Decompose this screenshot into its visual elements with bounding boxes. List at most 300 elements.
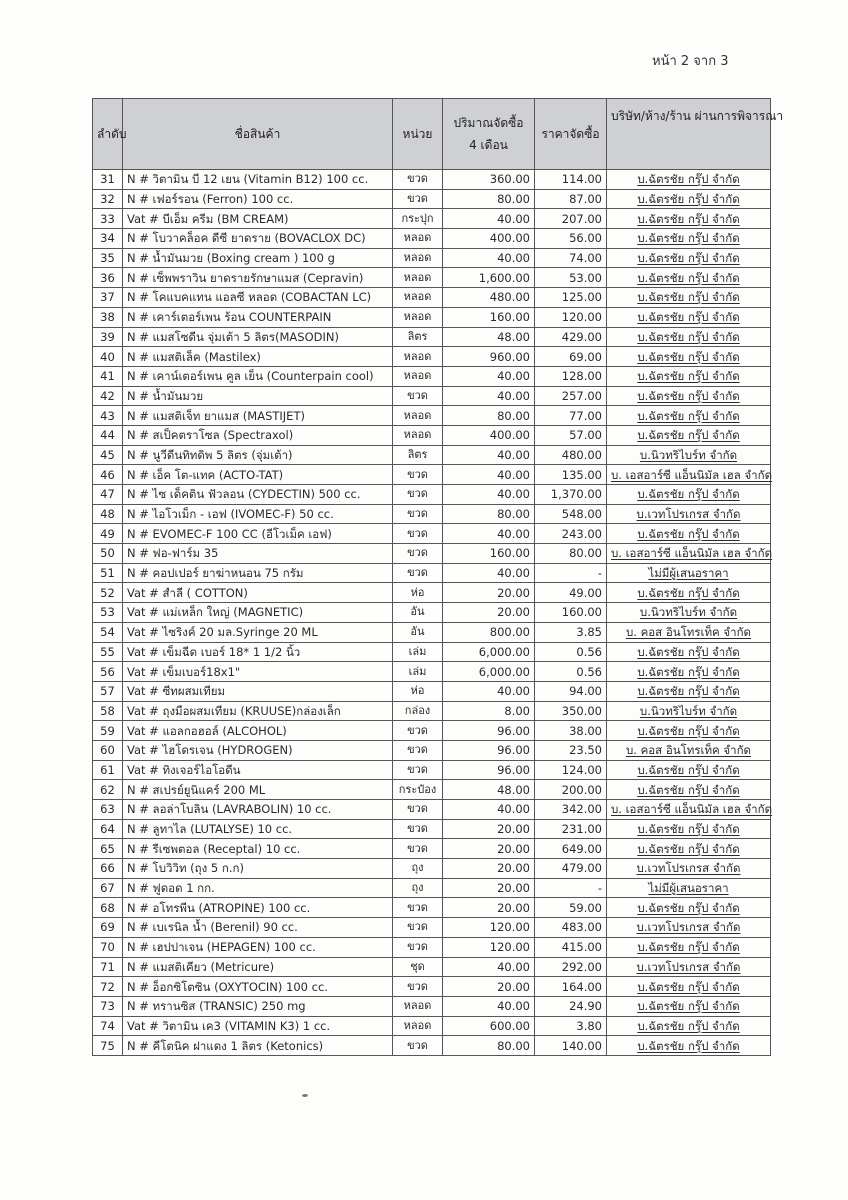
cell-price: 207.00 <box>535 209 607 229</box>
vendor-name: บ.ฉัตรชัย กรุ๊ป จำกัด <box>637 723 740 738</box>
cell-quantity: 48.00 <box>443 780 535 800</box>
vendor-name: บ.ฉัตรชัย กรุ๊ป จำกัด <box>637 762 740 777</box>
cell-price: 3.85 <box>535 622 607 642</box>
vendor-name: บ.ฉัตรชัย กรุ๊ป จำกัด <box>637 290 740 305</box>
cell-unit: ลิตร <box>393 327 443 347</box>
cell-quantity: 400.00 <box>443 425 535 445</box>
vendor-name: บ.นิวทริไบร์ท จำกัด <box>639 447 738 462</box>
vendor-name: ไม่มีผู้เสนอราคา <box>648 566 729 581</box>
cell-product-name: N # อโทรพีน (ATROPINE) 100 cc. <box>123 898 393 918</box>
cell-unit: ขวด <box>393 937 443 957</box>
cell-quantity: 6,000.00 <box>443 662 535 682</box>
cell-unit: หลอด <box>393 406 443 426</box>
cell-unit: ชุด <box>393 957 443 977</box>
cell-price: 87.00 <box>535 189 607 209</box>
cell-price: 140.00 <box>535 1036 607 1056</box>
vendor-name: บ.ฉัตรชัย กรุ๊ป จำกัด <box>637 585 740 600</box>
cell-price: 0.56 <box>535 642 607 662</box>
vendor-name: บ.เวทโปรเกรส จำกัด <box>636 920 741 935</box>
cell-quantity: 40.00 <box>443 209 535 229</box>
vendor-name: บ.ฉัตรชัย กรุ๊ป จำกัด <box>637 231 740 246</box>
cell-price: 128.00 <box>535 366 607 386</box>
cell-unit: อัน <box>393 603 443 623</box>
vendor-name: บ.ฉัตรชัย กรุ๊ป จำกัด <box>637 526 740 541</box>
table-row <box>93 445 771 465</box>
table-row <box>93 563 771 583</box>
vendor-name: บ.ฉัตรชัย กรุ๊ป จำกัด <box>637 900 740 915</box>
cell-quantity: 80.00 <box>443 504 535 524</box>
cell-unit: ขวด <box>393 839 443 859</box>
cell-row-number: 49 <box>93 524 123 544</box>
cell-product-name: N # น้ำมันมวย <box>123 386 393 406</box>
cell-price: 49.00 <box>535 583 607 603</box>
table-row <box>93 170 771 190</box>
cell-row-number: 52 <box>93 583 123 603</box>
cell-vendor <box>607 957 771 977</box>
cell-row-number: 38 <box>93 307 123 327</box>
table-row <box>93 918 771 938</box>
cell-vendor <box>607 780 771 800</box>
cell-vendor <box>607 583 771 603</box>
cell-row-number: 68 <box>93 898 123 918</box>
cell-product-name: N # คีโตนิค ฝาแดง 1 ลิตร (Ketonics) <box>123 1036 393 1056</box>
cell-unit: อัน <box>393 622 443 642</box>
cell-unit: ขวด <box>393 485 443 505</box>
cell-quantity: 96.00 <box>443 760 535 780</box>
cell-product-name: N # โบวิวิท (ถุง 5 ก.ก) <box>123 859 393 879</box>
vendor-name: บ.ฉัตรชัย กรุ๊ป จำกัด <box>637 369 740 384</box>
vendor-name: บ.ฉัตรชัย กรุ๊ป จำกัด <box>637 684 740 699</box>
cell-unit: ขวด <box>393 524 443 544</box>
cell-vendor <box>607 721 771 741</box>
cell-product-name: N # ลูทาไล (LUTALYSE) 10 cc. <box>123 819 393 839</box>
cell-vendor <box>607 268 771 288</box>
cell-price: 480.00 <box>535 445 607 465</box>
vendor-name: บ.ฉัตรชัย กรุ๊ป จำกัด <box>637 349 740 364</box>
cell-unit: ขวด <box>393 504 443 524</box>
cell-unit: หลอด <box>393 288 443 308</box>
table-row <box>93 937 771 957</box>
cell-vendor <box>607 209 771 229</box>
table-row <box>93 839 771 859</box>
cell-quantity: 160.00 <box>443 544 535 564</box>
cell-product-name: N # EVOMEC-F 100 CC (อีโวเม็ค เอฟ) <box>123 524 393 544</box>
cell-row-number: 50 <box>93 544 123 564</box>
header-unit: หน่วย <box>393 99 443 170</box>
cell-vendor <box>607 839 771 859</box>
table-row <box>93 859 771 879</box>
table-row <box>93 504 771 524</box>
cell-product-name: Vat # ไฮโดรเจน (HYDROGEN) <box>123 740 393 760</box>
cell-price: 38.00 <box>535 721 607 741</box>
cell-row-number: 39 <box>93 327 123 347</box>
cell-product-name: N # โบวาคล็อค ดีซี ยาดราย (BOVACLOX DC) <box>123 229 393 249</box>
cell-vendor <box>607 760 771 780</box>
cell-product-name: N # ไซ เด็คติน ฟัวลอน (CYDECTIN) 500 cc. <box>123 485 393 505</box>
cell-quantity: 20.00 <box>443 819 535 839</box>
table-row <box>93 642 771 662</box>
cell-vendor <box>607 425 771 445</box>
cell-price: 257.00 <box>535 386 607 406</box>
cell-quantity: 20.00 <box>443 977 535 997</box>
cell-row-number: 44 <box>93 425 123 445</box>
cell-row-number: 69 <box>93 918 123 938</box>
cell-unit: ขวด <box>393 918 443 938</box>
cell-vendor <box>607 681 771 701</box>
cell-unit: ถุง <box>393 878 443 898</box>
vendor-name: บ. เอสอาร์ซี แอ็นนิมัล เฮล จำกัด <box>611 802 773 817</box>
cell-product-name: N # ไอโวเม็ก - เอฟ (IVOMEC-F) 50 cc. <box>123 504 393 524</box>
scan-speck <box>302 1094 308 1097</box>
cell-unit: ลิตร <box>393 445 443 465</box>
table-row <box>93 721 771 741</box>
cell-product-name: N # สเป็คตราโซล (Spectraxol) <box>123 425 393 445</box>
cell-unit: หลอด <box>393 425 443 445</box>
vendor-name: บ.ฉัตรชัย กรุ๊ป จำกัด <box>637 841 740 856</box>
vendor-name: บ.เวทโปรเกรส จำกัด <box>636 861 741 876</box>
cell-price: 483.00 <box>535 918 607 938</box>
cell-unit: ขวด <box>393 563 443 583</box>
cell-quantity: 800.00 <box>443 622 535 642</box>
vendor-name: บ.ฉัตรชัย กรุ๊ป จำกัด <box>637 782 740 797</box>
cell-product-name: N # ฟูดอด 1 กก. <box>123 878 393 898</box>
cell-row-number: 35 <box>93 248 123 268</box>
cell-row-number: 40 <box>93 347 123 367</box>
vendor-name: บ.ฉัตรชัย กรุ๊ป จำกัด <box>637 310 740 325</box>
cell-row-number: 41 <box>93 366 123 386</box>
cell-product-name: N # แมสโซดีน จุ่มเต้า 5 ลิตร(MASODIN) <box>123 327 393 347</box>
cell-price: 342.00 <box>535 800 607 820</box>
cell-quantity: 120.00 <box>443 918 535 938</box>
table-row <box>93 1036 771 1056</box>
table-row <box>93 603 771 623</box>
cell-vendor <box>607 819 771 839</box>
cell-price: 124.00 <box>535 760 607 780</box>
cell-price: 57.00 <box>535 425 607 445</box>
table-row <box>93 327 771 347</box>
cell-row-number: 66 <box>93 859 123 879</box>
table-row <box>93 485 771 505</box>
cell-price: 94.00 <box>535 681 607 701</box>
table-row <box>93 681 771 701</box>
table-row <box>93 996 771 1016</box>
cell-unit: ขวด <box>393 189 443 209</box>
cell-row-number: 63 <box>93 800 123 820</box>
cell-price: 0.56 <box>535 662 607 682</box>
cell-product-name: N # เคาน์เตอร์เพน คูล เย็น (Counterpain cool) <box>123 366 393 386</box>
cell-unit: ขวด <box>393 721 443 741</box>
cell-vendor <box>607 465 771 485</box>
cell-vendor <box>607 996 771 1016</box>
vendor-name: บ.ฉัตรชัย กรุ๊ป จำกัด <box>637 388 740 403</box>
cell-row-number: 56 <box>93 662 123 682</box>
cell-quantity: 8.00 <box>443 701 535 721</box>
cell-price: 548.00 <box>535 504 607 524</box>
cell-unit: ขวด <box>393 544 443 564</box>
table-row <box>93 465 771 485</box>
cell-vendor <box>607 366 771 386</box>
cell-row-number: 75 <box>93 1036 123 1056</box>
cell-vendor <box>607 229 771 249</box>
cell-product-name: N # นูวีดีนทิทดิพ 5 ลิตร (จุ่มเต้า) <box>123 445 393 465</box>
cell-quantity: 960.00 <box>443 347 535 367</box>
cell-vendor <box>607 189 771 209</box>
cell-price: 135.00 <box>535 465 607 485</box>
cell-quantity: 96.00 <box>443 740 535 760</box>
cell-quantity: 20.00 <box>443 859 535 879</box>
cell-row-number: 51 <box>93 563 123 583</box>
cell-price: 69.00 <box>535 347 607 367</box>
cell-vendor <box>607 288 771 308</box>
cell-unit: กระปุก <box>393 209 443 229</box>
vendor-name: บ.ฉัตรชัย กรุ๊ป จำกัด <box>637 822 740 837</box>
header-qty-line2: 4 เดือน <box>469 138 508 152</box>
cell-quantity: 6,000.00 <box>443 642 535 662</box>
header-price: ราคาจัดซื้อ <box>535 99 607 170</box>
cell-quantity: 120.00 <box>443 937 535 957</box>
cell-quantity: 40.00 <box>443 524 535 544</box>
table-row <box>93 189 771 209</box>
cell-vendor <box>607 1016 771 1036</box>
vendor-name: บ.ฉัตรชัย กรุ๊ป จำกัด <box>637 999 740 1014</box>
cell-row-number: 42 <box>93 386 123 406</box>
cell-unit: ขวด <box>393 740 443 760</box>
table-row <box>93 977 771 997</box>
vendor-name: บ.ฉัตรชัย กรุ๊ป จำกัด <box>637 1018 740 1033</box>
cell-vendor <box>607 563 771 583</box>
cell-product-name: Vat # แม่เหล็ก ใหญ่ (MAGNETIC) <box>123 603 393 623</box>
cell-row-number: 61 <box>93 760 123 780</box>
cell-row-number: 71 <box>93 957 123 977</box>
cell-unit: ขวด <box>393 170 443 190</box>
cell-row-number: 74 <box>93 1016 123 1036</box>
table-row <box>93 740 771 760</box>
cell-quantity: 20.00 <box>443 898 535 918</box>
cell-price: 292.00 <box>535 957 607 977</box>
cell-vendor <box>607 386 771 406</box>
cell-price: 3.80 <box>535 1016 607 1036</box>
cell-quantity: 80.00 <box>443 189 535 209</box>
cell-quantity: 40.00 <box>443 248 535 268</box>
cell-vendor <box>607 878 771 898</box>
vendor-name: บ.ฉัตรชัย กรุ๊ป จำกัด <box>637 270 740 285</box>
table-row <box>93 583 771 603</box>
table-row <box>93 819 771 839</box>
cell-product-name: N # โคแบคแทน แอลซี หลอด (COBACTAN LC) <box>123 288 393 308</box>
cell-quantity: 40.00 <box>443 996 535 1016</box>
cell-price: 164.00 <box>535 977 607 997</box>
cell-row-number: 34 <box>93 229 123 249</box>
cell-price: 23.50 <box>535 740 607 760</box>
cell-quantity: 40.00 <box>443 800 535 820</box>
cell-product-name: N # แมสติเล็ค (Mastilex) <box>123 347 393 367</box>
cell-product-name: N # น้ำมันมวย (Boxing cream ) 100 g <box>123 248 393 268</box>
cell-row-number: 55 <box>93 642 123 662</box>
cell-vendor <box>607 327 771 347</box>
cell-vendor <box>607 662 771 682</box>
vendor-name: บ.ฉัตรชัย กรุ๊ป จำกัด <box>637 251 740 266</box>
vendor-name: บ.ฉัตรชัย กรุ๊ป จำกัด <box>637 329 740 344</box>
table-row <box>93 898 771 918</box>
table-row <box>93 366 771 386</box>
cell-unit: หลอด <box>393 307 443 327</box>
cell-vendor <box>607 642 771 662</box>
cell-unit: หลอด <box>393 268 443 288</box>
cell-product-name: Vat # เข็มเบอร์18x1" <box>123 662 393 682</box>
vendor-name: บ. คอส อินโทรเท็ค จำกัด <box>625 743 752 758</box>
cell-vendor <box>607 898 771 918</box>
cell-row-number: 64 <box>93 819 123 839</box>
table-row <box>93 406 771 426</box>
cell-row-number: 67 <box>93 878 123 898</box>
cell-unit: ขวด <box>393 977 443 997</box>
cell-quantity: 48.00 <box>443 327 535 347</box>
cell-vendor <box>607 800 771 820</box>
cell-vendor <box>607 544 771 564</box>
cell-row-number: 45 <box>93 445 123 465</box>
cell-product-name: Vat # สำลี ( COTTON) <box>123 583 393 603</box>
vendor-name: บ.เวทโปรเกรส จำกัด <box>636 507 741 522</box>
cell-unit: ห่อ <box>393 681 443 701</box>
cell-vendor <box>607 603 771 623</box>
cell-row-number: 62 <box>93 780 123 800</box>
cell-quantity: 40.00 <box>443 386 535 406</box>
header-name: ชื่อสินค้า <box>123 99 393 170</box>
table-row <box>93 268 771 288</box>
cell-vendor <box>607 1036 771 1056</box>
cell-product-name: N # เอ็ค โต-แทค (ACTO-TAT) <box>123 465 393 485</box>
table-header-row <box>93 99 771 170</box>
cell-row-number: 57 <box>93 681 123 701</box>
cell-row-number: 31 <box>93 170 123 190</box>
cell-product-name: N # แมสติเคียว (Metricure) <box>123 957 393 977</box>
cell-product-name: Vat # ไซริงค์ 20 มล.Syringe 20 ML <box>123 622 393 642</box>
table-row <box>93 878 771 898</box>
cell-price: 53.00 <box>535 268 607 288</box>
cell-row-number: 32 <box>93 189 123 209</box>
cell-unit: ขวด <box>393 760 443 780</box>
cell-product-name: N # อ็อกซิโตซิน (OXYTOCIN) 100 cc. <box>123 977 393 997</box>
cell-price: 479.00 <box>535 859 607 879</box>
cell-price: 114.00 <box>535 170 607 190</box>
vendor-name: บ.ฉัตรชัย กรุ๊ป จำกัด <box>637 408 740 423</box>
table-row <box>93 307 771 327</box>
cell-product-name: N # แมสติเจ็ท ยาแมส (MASTIJET) <box>123 406 393 426</box>
cell-vendor <box>607 918 771 938</box>
cell-quantity: 80.00 <box>443 406 535 426</box>
cell-unit: ห่อ <box>393 583 443 603</box>
cell-product-name: N # ทรานซิส (TRANSIC) 250 mg <box>123 996 393 1016</box>
cell-unit: ขวด <box>393 465 443 485</box>
vendor-name: บ. เอสอาร์ซี แอ็นนิมัล เฮล จำกัด <box>611 546 773 561</box>
cell-vendor <box>607 622 771 642</box>
cell-row-number: 46 <box>93 465 123 485</box>
cell-quantity: 40.00 <box>443 366 535 386</box>
table-row <box>93 524 771 544</box>
table-row <box>93 248 771 268</box>
cell-price: - <box>535 878 607 898</box>
vendor-name: บ.ฉัตรชัย กรุ๊ป จำกัด <box>637 487 740 502</box>
cell-row-number: 37 <box>93 288 123 308</box>
cell-unit: หลอด <box>393 347 443 367</box>
cell-product-name: Vat # ทิงเจอร์ไอโอดีน <box>123 760 393 780</box>
cell-unit: ขวด <box>393 800 443 820</box>
vendor-name: บ.ฉัตรชัย กรุ๊ป จำกัด <box>637 644 740 659</box>
cell-row-number: 36 <box>93 268 123 288</box>
cell-quantity: 40.00 <box>443 681 535 701</box>
cell-price: 243.00 <box>535 524 607 544</box>
cell-price: 24.90 <box>535 996 607 1016</box>
cell-price: 429.00 <box>535 327 607 347</box>
cell-product-name: Vat # ซีทผสมเทียม <box>123 681 393 701</box>
cell-row-number: 70 <box>93 937 123 957</box>
cell-unit: ขวด <box>393 1036 443 1056</box>
cell-quantity: 1,600.00 <box>443 268 535 288</box>
vendor-name: บ.ฉัตรชัย กรุ๊ป จำกัด <box>637 979 740 994</box>
cell-unit: กล่อง <box>393 701 443 721</box>
cell-price: 350.00 <box>535 701 607 721</box>
cell-vendor <box>607 524 771 544</box>
cell-vendor <box>607 485 771 505</box>
cell-quantity: 20.00 <box>443 878 535 898</box>
table-row <box>93 701 771 721</box>
vendor-name: บ.ฉัตรชัย กรุ๊ป จำกัด <box>637 211 740 226</box>
cell-quantity: 400.00 <box>443 229 535 249</box>
table-row <box>93 662 771 682</box>
table-body <box>93 170 771 1056</box>
cell-quantity: 20.00 <box>443 839 535 859</box>
vendor-name: บ.เวทโปรเกรส จำกัด <box>636 959 741 974</box>
cell-row-number: 54 <box>93 622 123 642</box>
cell-row-number: 73 <box>93 996 123 1016</box>
cell-quantity: 360.00 <box>443 170 535 190</box>
cell-quantity: 20.00 <box>443 583 535 603</box>
table-row <box>93 288 771 308</box>
cell-quantity: 160.00 <box>443 307 535 327</box>
cell-unit: กระป๋อง <box>393 780 443 800</box>
cell-price: 200.00 <box>535 780 607 800</box>
cell-vendor <box>607 977 771 997</box>
cell-price: 160.00 <box>535 603 607 623</box>
table-row <box>93 425 771 445</box>
cell-product-name: N # ลอล่าโบลิน (LAVRABOLIN) 10 cc. <box>123 800 393 820</box>
cell-row-number: 33 <box>93 209 123 229</box>
cell-price: - <box>535 563 607 583</box>
cell-unit: หลอด <box>393 248 443 268</box>
cell-vendor <box>607 937 771 957</box>
cell-price: 120.00 <box>535 307 607 327</box>
header-vendor: บริษัท/ห้าง/ร้าน ผ่านการพิจารณา <box>607 99 771 170</box>
cell-price: 77.00 <box>535 406 607 426</box>
cell-price: 125.00 <box>535 288 607 308</box>
cell-row-number: 65 <box>93 839 123 859</box>
table-row <box>93 386 771 406</box>
table-row <box>93 347 771 367</box>
cell-product-name: Vat # แอลกอฮอล์ (ALCOHOL) <box>123 721 393 741</box>
cell-unit: ถุง <box>393 859 443 879</box>
vendor-name: บ. เอสอาร์ซี แอ็นนิมัล เฮล จำกัด <box>611 467 773 482</box>
cell-unit: ขวด <box>393 386 443 406</box>
vendor-name: ไม่มีผู้เสนอราคา <box>648 881 729 896</box>
cell-vendor <box>607 859 771 879</box>
vendor-name: บ.นิวทริไบร์ท จำกัด <box>639 703 738 718</box>
cell-unit: เล่ม <box>393 642 443 662</box>
cell-row-number: 43 <box>93 406 123 426</box>
header-no: ลำดับ <box>93 99 123 170</box>
cell-quantity: 40.00 <box>443 957 535 977</box>
cell-quantity: 480.00 <box>443 288 535 308</box>
cell-quantity: 40.00 <box>443 563 535 583</box>
